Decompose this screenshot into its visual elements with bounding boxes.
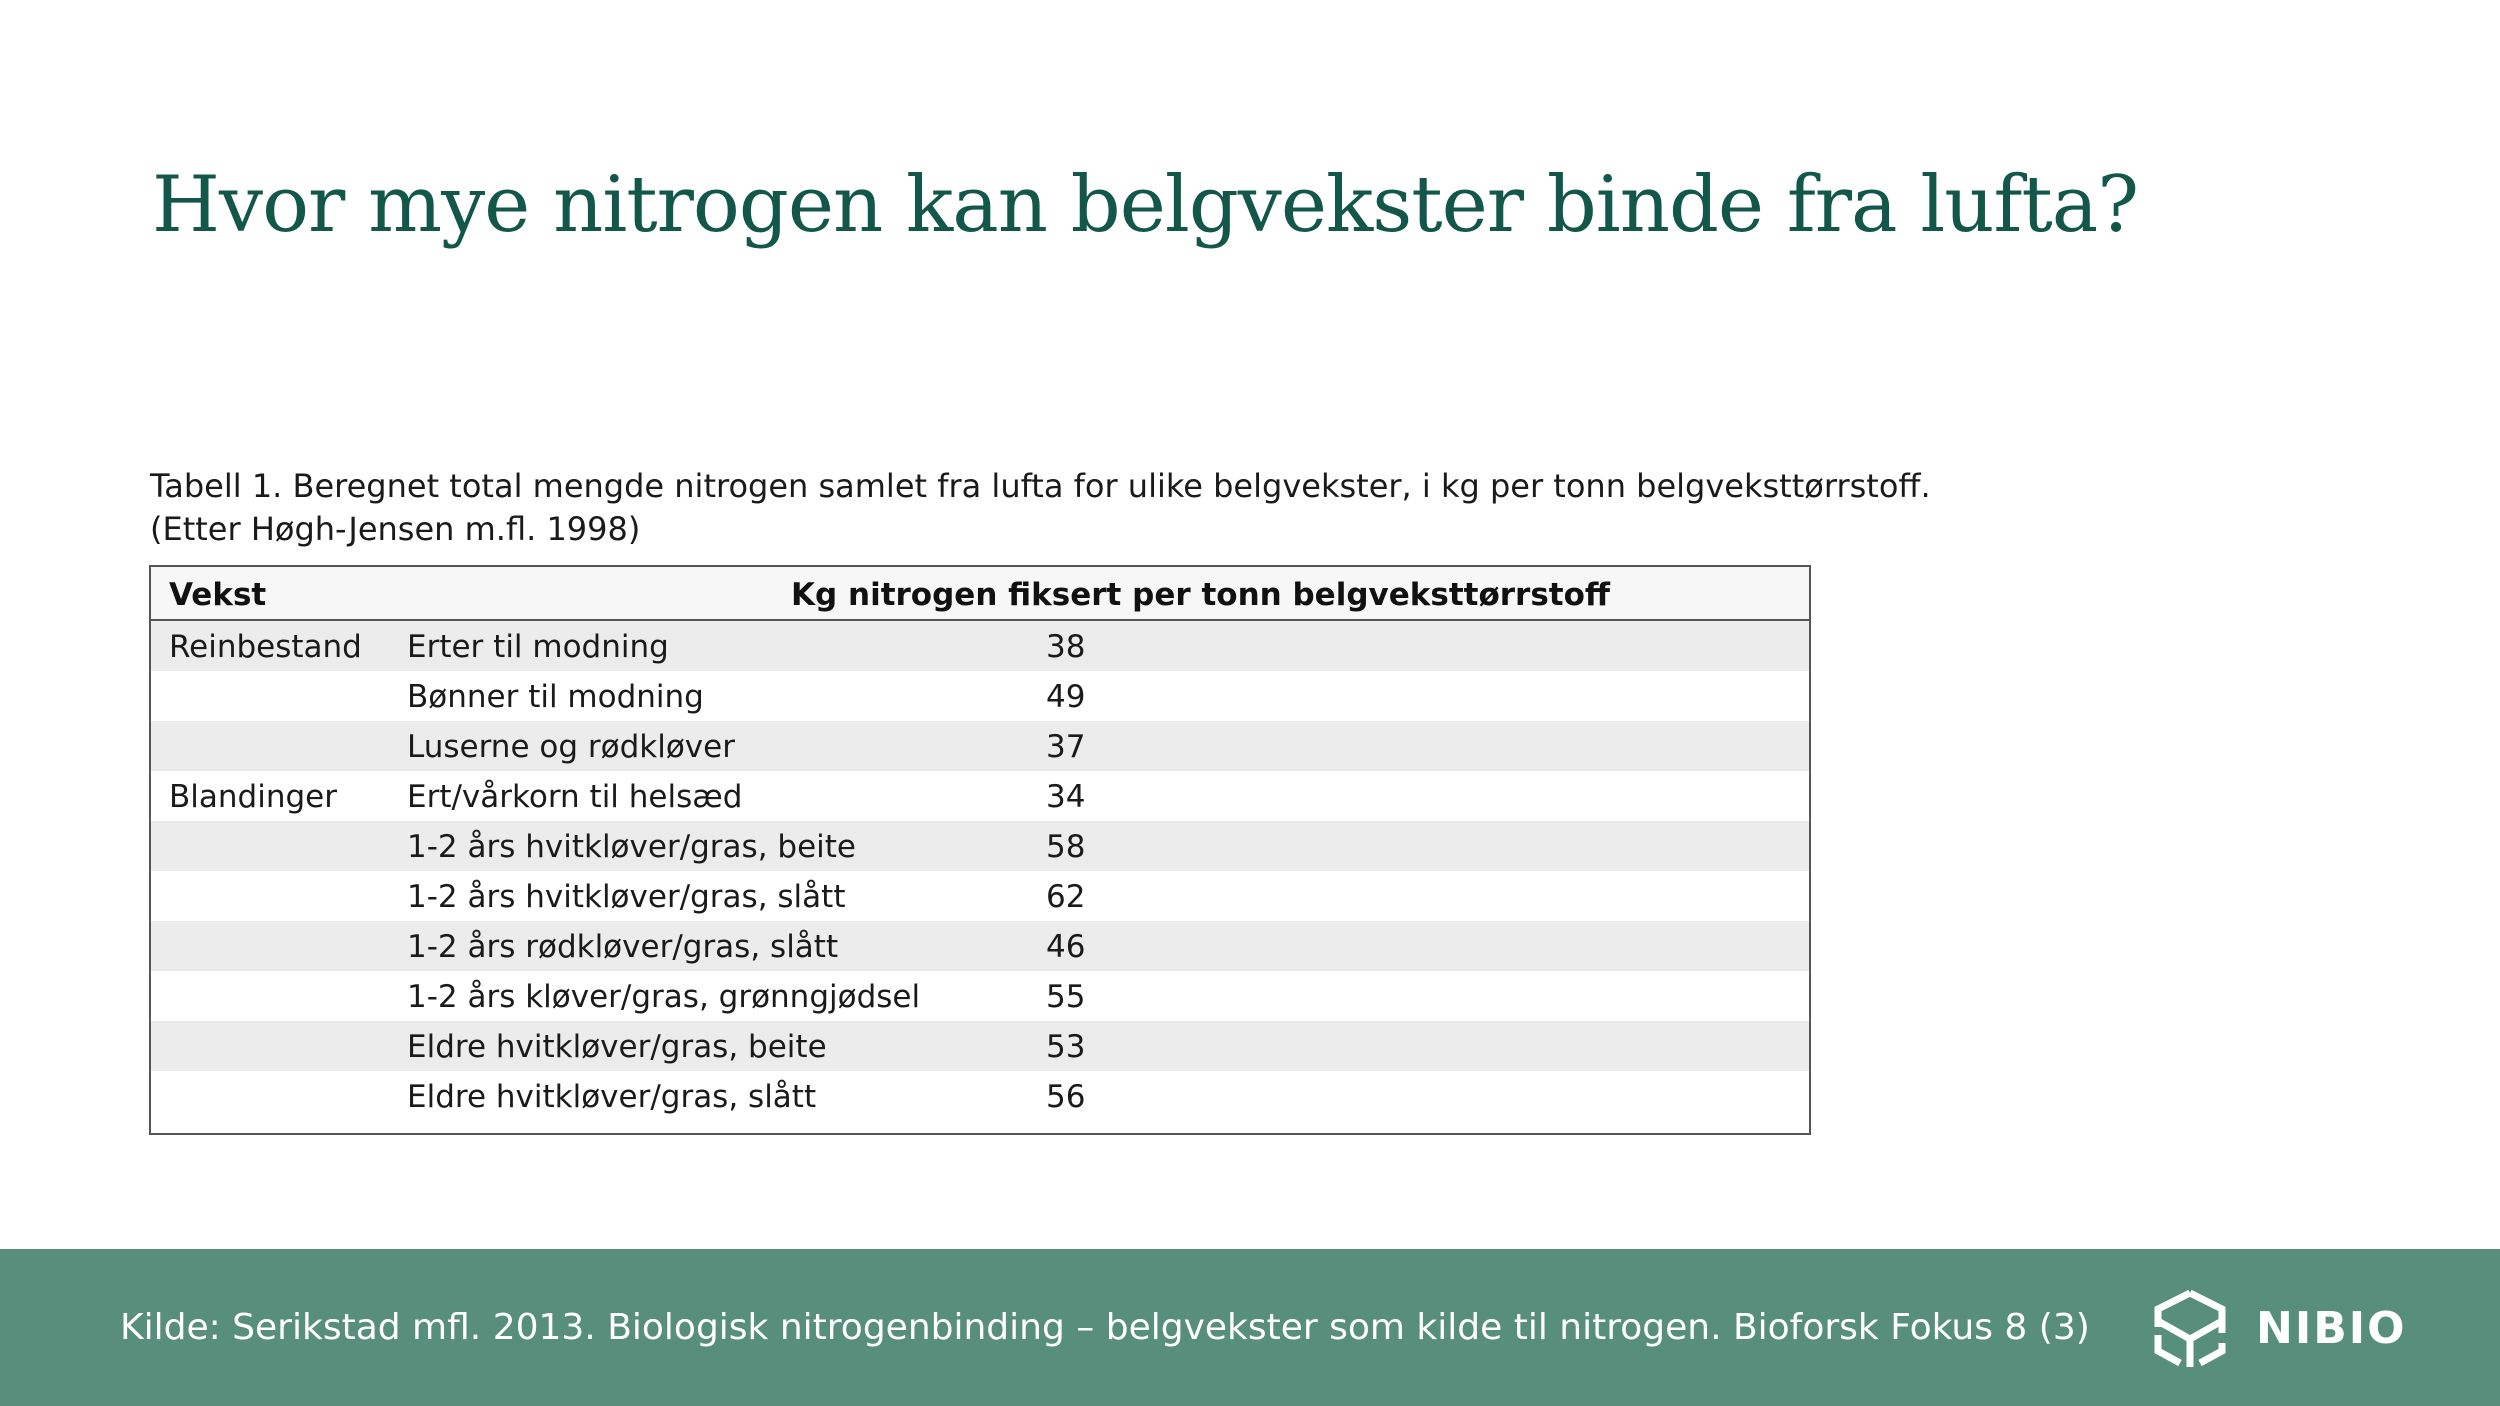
table-header (151, 567, 1809, 621)
cell-crop: 1-2 års rødkløver/gras, slått (407, 929, 839, 965)
cell-value: 62 (1046, 879, 1086, 915)
table-row (151, 771, 1809, 821)
cell-crop: 1-2 års kløver/gras, grønngjødsel (407, 979, 921, 1015)
cell-crop: 1-2 års hvitkløver/gras, beite (407, 829, 857, 865)
cell-value: 37 (1046, 729, 1086, 765)
cell-value: 58 (1046, 829, 1086, 865)
table-row (151, 871, 1809, 921)
table-row (151, 721, 1809, 771)
cell-value: 53 (1046, 1029, 1086, 1065)
cell-crop: Erter til modning (407, 629, 669, 665)
cell-group: Blandinger (169, 779, 337, 815)
header-vekst: Vekst (169, 577, 267, 613)
table-caption (150, 465, 1931, 551)
cell-crop: 1-2 års hvitkløver/gras, slått (407, 879, 846, 915)
cell-crop: Luserne og rødkløver (407, 729, 735, 765)
cell-crop: Eldre hvitkløver/gras, slått (407, 1079, 817, 1115)
table-row (151, 821, 1809, 871)
cell-value: 55 (1046, 979, 1086, 1015)
cell-group: Reinbestand (169, 629, 362, 665)
header-kg-nitrogen: Kg nitrogen fiksert per tonn belgveksttørrstoff (791, 577, 1611, 613)
table-row (151, 671, 1809, 721)
table-row (151, 1021, 1809, 1071)
cell-value: 49 (1046, 679, 1086, 715)
nitrogen-table (149, 565, 1811, 1135)
cell-value: 38 (1046, 629, 1086, 665)
cell-crop: Eldre hvitkløver/gras, beite (407, 1029, 827, 1065)
footer-bar (0, 1249, 2500, 1406)
source-citation: Kilde: Serikstad mfl. 2013. Biologisk nitrogenbinding – belgvekster som kilde til nitrogen. Bioforsk Fokus 8 (3) (120, 1307, 2090, 1348)
cell-value: 46 (1046, 929, 1086, 965)
table-row (151, 921, 1809, 971)
slide-title: Hvor mye nitrogen kan belgvekster binde fra lufta? (152, 160, 2139, 250)
cell-value: 34 (1046, 779, 1086, 815)
table-body (151, 621, 1809, 1121)
table-row (151, 1071, 1809, 1121)
table-row (151, 621, 1809, 671)
nibio-logo-text: NIBIO (2256, 1303, 2407, 1354)
nibio-logo (2150, 1287, 2407, 1377)
cell-crop: Bønner til modning (407, 679, 704, 715)
caption-line-1: Tabell 1. Beregnet total mengde nitrogen samlet fra lufta for ulike belgvekster, i kg per tonn belgveksttørrstoff. (150, 467, 1931, 505)
table-row (151, 971, 1809, 1021)
caption-line-2: (Etter Høgh-Jensen m.fl. 1998) (150, 510, 641, 548)
nibio-logo-icon (2150, 1287, 2230, 1372)
cell-value: 56 (1046, 1079, 1086, 1115)
cell-crop: Ert/vårkorn til helsæd (407, 779, 743, 815)
